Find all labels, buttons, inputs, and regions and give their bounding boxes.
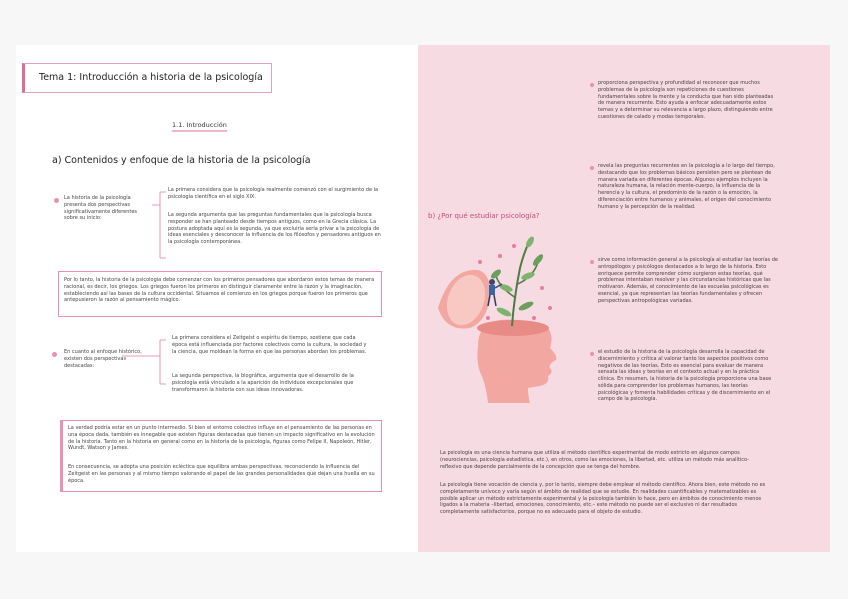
conclusion-eclectic-text-2: En consecuencia, se adopta una posición ecléctica que equilibra ambas perspectivas, reconociendo la influencia del Zeitgeist en las personas y al mismo tiempo valorando el papel de las grandes personalidades que dejan una huella en su época. [68, 464, 375, 484]
reason-critical-thinking: el estudio de la historia de la psicología desarrolla la capacidad de discernimiento y crítica al valorar tanto los aspectos positivos como negativos de las teorías. Esto es esencial para evaluar de manera sensata las ideas y teorías en el contexto actual y en la práctica clínica. En resumen, la historia de la psicología proporciona una base sólida para comprender los problemas humanos, las teorías psicológicas y fomenta habilidades críticas y de discernimiento en el campo de la psicología. [598, 349, 772, 403]
conclusion-box-greeks [58, 271, 382, 317]
reason-recurring-questions: revela las preguntas recurrentes en la psicología a lo largo del tiempo, destacando que los problemas básicos persisten pero se plantean de manera variada en diferentes épocas. Algunos ejemplos incluyen la naturaleza humana, la relación mente-cuerpo, la influencia de la herencia y la cultura, el predominio de la razón o la emoción, la diferenciación entre humanos y animales, el origen del conocimiento humano y la percepción de la realidad. [598, 163, 775, 210]
conclusion-eclectic-text-1: La verdad podría estar en un punto intermedio. Si bien el entorno colectivo influye en el pensamiento de las personas en una época dada, también es innegable que existen figuras destacadas que tienen un impacto significativo en la evolución de la historia. Tanto en la historia en general como en la historia de la psicología, figuras como Felipe II, Napoleón, Hitler, Wundt, Watson y James. [68, 425, 375, 452]
bullet-dot [590, 83, 594, 87]
node-historical-approach: En cuanto al enfoque histórico, existen dos perspectivas destacadas: [64, 349, 142, 369]
branch-biographic: La segunda perspectiva, la biográfica, argumenta que el desarrollo de la psicología está vinculado a la aparición de individuos excepcionales que transformaron la historia con sus ideas innovadoras. [172, 373, 354, 393]
section-b-heading: b) ¿Por qué estudiar psicología? [428, 212, 540, 220]
node-origins: La historia de la psicología presenta dos perspectivas significativamente diferentes sobre su inicio: [64, 195, 138, 222]
reason-general-information: sirve como información general a la psicología al estudiar las teorías de antropólogos y psicólogos destacados a lo largo de la historia. Esto enriquece permite comprender cómo surgieron estas teorías, qué problemas intentaban resolver y las circunstancias históricas que las motivaron. Además, el conocimiento de las escuelas psicológicas es esencial, ya que representan las teorías fundamentales y ofrecen perspectivas antropológicas variadas. [598, 257, 778, 304]
bullet-dot [590, 352, 594, 356]
branch-ancient-origin: La segunda argumenta que las preguntas fundamentales que la psicología busca responder se han planteado desde tiempos antiguos, como en la Grecia clásica. La postura adoptada aquí es la segunda, ya que excluiría sería privar a la psicología de ideas esenciales y desconocer la influencia de los filósofos y pensadores antiguos en la psicología contemporánea. [168, 212, 381, 245]
head-with-plant-illustration [430, 228, 570, 403]
reason-perspective: proporciona perspectiva y profundidad al reconocer que muchos problemas de la psicología son repeticiones de cuestiones fundamentales sobre la mente y la conducta que han sido planteadas de manera recurrente. Esto ayuda a enfocar adecuadamente estos temas y a determinar su relevancia a largo plazo, distinguiendo entre cuestiones de calado y modas temporales. [598, 80, 774, 120]
branch-scientific-origin: La primera considera que la psicología realmente comenzó con el surgimiento de la psicología científica en el siglo XIX. [168, 187, 379, 200]
bullet-dot [52, 352, 57, 357]
section-subtitle: 1.1. Introducción [172, 121, 227, 132]
page-title: Tema 1: Introducción a historia de la psicología [39, 72, 263, 83]
conclusion-greeks-text: Por lo tanto, la historia de la psicología debe comenzar con los primeros pensadores que abordaron estos temas de manera racional, es decir, los griegos. Los griegos fueron los primeros en distinguir claramente entre la razón y la imaginación, estableciendo así las bases de la cultura occidental. Situamos el comienzo en los griegos porque fueron los primeros que antepusieron la razón al pensamiento mágico. [64, 277, 375, 304]
bullet-dot [590, 166, 594, 170]
section-a-heading: a) Contenidos y enfoque de la historia de la psicología [52, 155, 311, 166]
psychology-scientific-method: La psicología tiene vocación de ciencia y, por lo tanto, siempre debe emplear el método científico. Ahora bien, este método no es completamente unívoco y varía según el ámbito de realidad que se estudie. En realidades cuantificables y matematizables es posible aplicar un método estrictamente experimental y la psicología también lo hace, pero en ámbitos de conocimiento menos ligados a la materia –libertad, emociones, conocimiento, etc.– este método no puede ser el exclusivo ni dar resultados completamente satisfactorios, porque no es adecuado para el objeto de estudio. [440, 482, 766, 515]
psychology-human-science: La psicología es una ciencia humana que utiliza el método científico experimental de modo estricto en algunos campos (neurociencias, psicología estadística, etc.), en otros, como las emociones, la libertad, etc. utiliza un método más analítico-reflexivo que depende parcialmente de la concepción que se tenga del hombre. [440, 450, 749, 470]
conclusion-box-eclectic [60, 420, 382, 492]
bullet-dot [590, 260, 594, 264]
branch-zeitgeist: La primera considera el Zeitgeist o espíritu de tiempo, sostiene que cada época está influenciada por factores colectivos como la cultura, la sociedad y la ciencia, que moldean la forma en que las personas abordan los problemas. [172, 335, 367, 355]
